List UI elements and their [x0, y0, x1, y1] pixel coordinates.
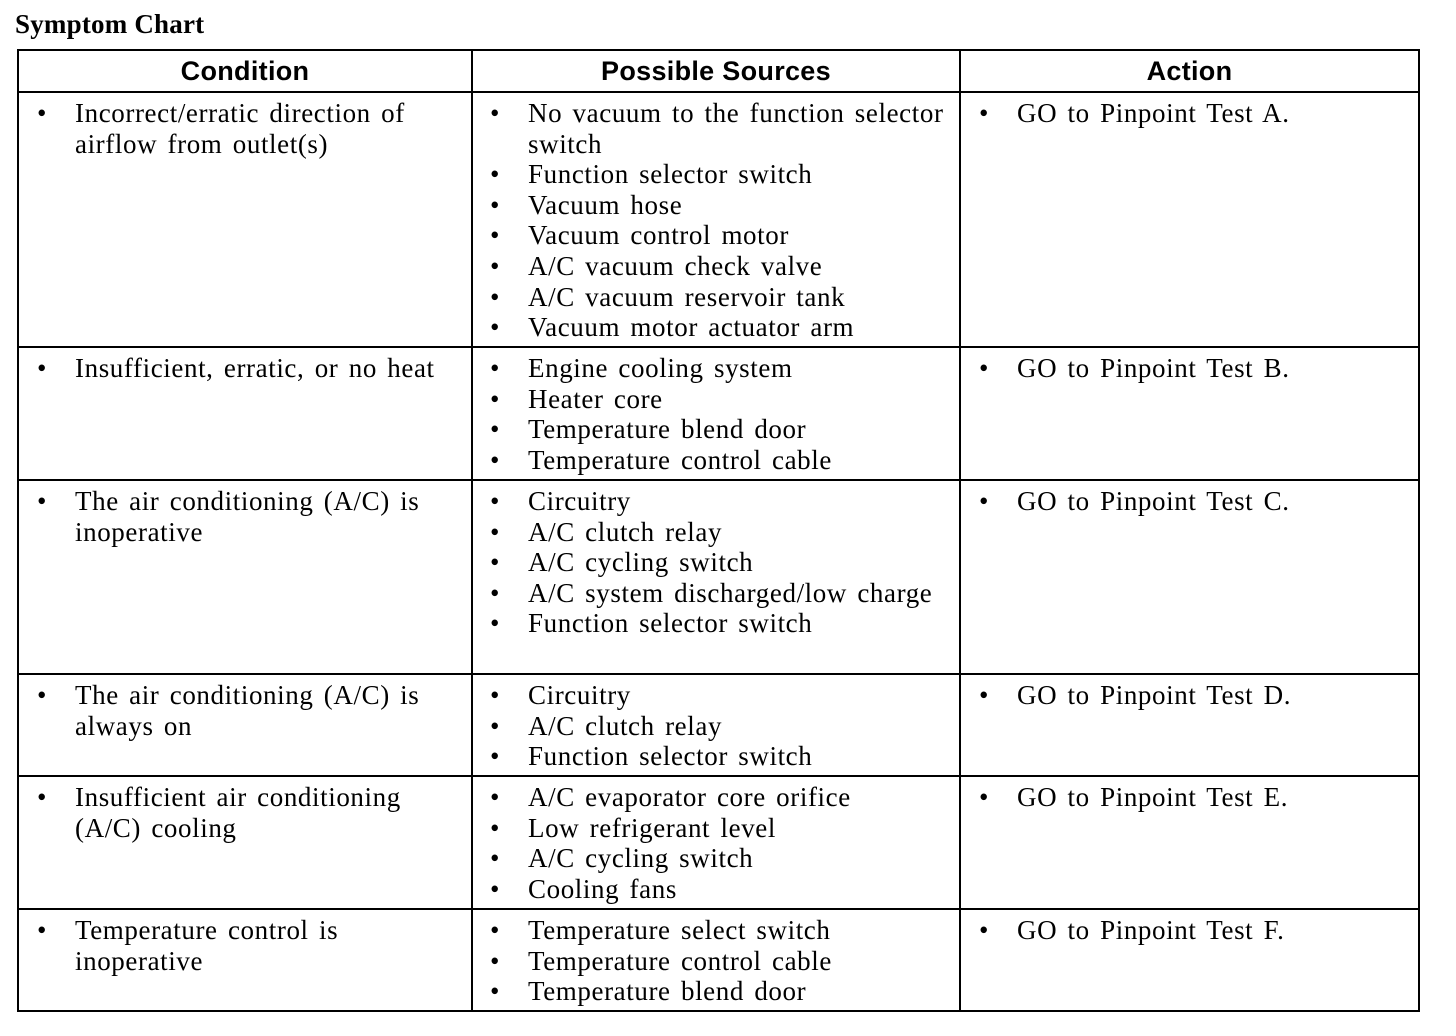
- bullet-icon: •: [490, 220, 501, 251]
- bullet-icon: •: [979, 98, 990, 128]
- action-text: GO to Pinpoint Test D.: [1017, 680, 1292, 710]
- condition-cell: [18, 674, 472, 776]
- possible-sources-header: Possible Sources: [472, 50, 960, 92]
- bullet-icon: •: [490, 812, 501, 843]
- bullet-icon: •: [37, 782, 48, 812]
- action-header: Action: [960, 50, 1419, 92]
- bullet-icon: •: [37, 680, 48, 710]
- bullet-icon: •: [490, 915, 501, 945]
- source-item: [481, 98, 951, 159]
- source-text: Function selector switch: [528, 159, 813, 190]
- condition-item: [27, 486, 463, 547]
- bullet-icon: •: [490, 516, 501, 547]
- source-text: Temperature control cable: [528, 444, 832, 475]
- bullet-icon: •: [979, 680, 990, 710]
- source-text: Temperature blend door: [528, 414, 807, 445]
- source-text: A/C vacuum reservoir tank: [528, 281, 846, 312]
- table-row: [18, 776, 1419, 909]
- source-item: [481, 486, 951, 517]
- source-text: Function selector switch: [528, 608, 813, 639]
- bullet-icon: •: [490, 189, 501, 220]
- action-item: [969, 782, 1410, 813]
- source-text: Circuitry: [528, 486, 631, 516]
- action-cell: [960, 92, 1419, 347]
- source-item: [481, 946, 951, 977]
- bullet-icon: •: [490, 383, 501, 414]
- condition-item: [27, 782, 463, 843]
- bullet-icon: •: [490, 159, 501, 190]
- bullet-icon: •: [490, 98, 501, 128]
- symptom-table: [17, 49, 1420, 1012]
- bullet-icon: •: [490, 782, 501, 812]
- header-row: [18, 50, 1419, 92]
- source-item: [481, 680, 951, 711]
- condition-header: Condition: [18, 50, 472, 92]
- condition-cell: [18, 909, 472, 1011]
- table-row: [18, 674, 1419, 776]
- action-cell: [960, 909, 1419, 1011]
- condition-item: [27, 915, 463, 976]
- source-item: [481, 976, 951, 1007]
- bullet-icon: •: [37, 915, 48, 945]
- bullet-icon: •: [490, 353, 501, 383]
- action-item: [969, 915, 1410, 946]
- condition-item: [27, 680, 463, 741]
- condition-cell: [18, 480, 472, 674]
- sources-cell: [472, 674, 960, 776]
- bullet-icon: •: [490, 680, 501, 710]
- source-item: [481, 843, 951, 874]
- bullet-icon: •: [490, 414, 501, 445]
- bullet-icon: •: [490, 873, 501, 904]
- condition-cell: [18, 776, 472, 909]
- page-title: Symptom Chart: [15, 9, 205, 39]
- source-text: A/C system discharged/low charge: [528, 577, 933, 608]
- action-cell: [960, 480, 1419, 674]
- action-item: [969, 486, 1410, 517]
- source-text: A/C evaporator core orifice: [528, 782, 851, 812]
- source-item: [481, 578, 951, 609]
- bullet-icon: •: [490, 547, 501, 578]
- source-text: A/C clutch relay: [528, 710, 723, 741]
- bullet-icon: •: [490, 486, 501, 516]
- source-item: [481, 547, 951, 578]
- source-text: Engine cooling system: [528, 353, 793, 383]
- source-item: [481, 874, 951, 905]
- bullet-icon: •: [490, 710, 501, 741]
- bullet-icon: •: [979, 486, 990, 516]
- source-item: [481, 251, 951, 282]
- bullet-icon: •: [490, 250, 501, 281]
- action-cell: [960, 776, 1419, 909]
- action-text: GO to Pinpoint Test F.: [1017, 915, 1285, 945]
- action-cell: [960, 347, 1419, 480]
- sources-cell: [472, 480, 960, 674]
- condition-text: Incorrect/erratic direction of airflow from outlet(s): [75, 98, 405, 159]
- sources-cell: [472, 909, 960, 1011]
- source-text: Temperature select switch: [528, 915, 831, 945]
- source-text: Temperature blend door: [528, 976, 807, 1007]
- source-text: Vacuum control motor: [528, 220, 789, 251]
- source-item: [481, 711, 951, 742]
- source-item: [481, 608, 951, 639]
- condition-item: [27, 98, 463, 159]
- source-text: Vacuum hose: [528, 189, 683, 220]
- bullet-icon: •: [490, 976, 501, 1007]
- bullet-icon: •: [490, 608, 501, 639]
- table-row: [18, 92, 1419, 347]
- source-item: [481, 445, 951, 476]
- condition-text: Insufficient, erratic, or no heat: [75, 353, 435, 383]
- source-text: Cooling fans: [528, 873, 677, 904]
- source-text: Low refrigerant level: [528, 812, 776, 843]
- source-text: No vacuum to the function selector switch: [528, 98, 944, 159]
- sources-cell: [472, 347, 960, 480]
- condition-cell: [18, 347, 472, 480]
- source-item: [481, 782, 951, 813]
- bullet-icon: •: [37, 486, 48, 516]
- table-row: [18, 480, 1419, 674]
- source-item: [481, 741, 951, 772]
- bullet-icon: •: [490, 843, 501, 874]
- source-item: [481, 813, 951, 844]
- condition-cell: [18, 92, 472, 347]
- action-text: GO to Pinpoint Test C.: [1017, 486, 1290, 516]
- source-text: Heater core: [528, 383, 663, 414]
- action-item: [969, 353, 1410, 384]
- source-text: Function selector switch: [528, 741, 813, 772]
- condition-text: Insufficient air conditioning (A/C) cooling: [75, 782, 401, 843]
- source-text: A/C cycling switch: [528, 843, 754, 874]
- bullet-icon: •: [490, 444, 501, 475]
- action-item: [969, 98, 1410, 129]
- source-item: [481, 190, 951, 221]
- bullet-icon: •: [490, 312, 501, 343]
- bullet-icon: •: [37, 353, 48, 383]
- bullet-icon: •: [490, 741, 501, 772]
- source-text: A/C vacuum check valve: [528, 250, 823, 281]
- table-row: [18, 909, 1419, 1011]
- action-cell: [960, 674, 1419, 776]
- action-text: GO to Pinpoint Test A.: [1017, 98, 1290, 128]
- action-text: GO to Pinpoint Test E.: [1017, 782, 1289, 812]
- condition-text: The air conditioning (A/C) is always on: [75, 680, 420, 741]
- bullet-icon: •: [979, 915, 990, 945]
- source-item: [481, 517, 951, 548]
- bullet-icon: •: [490, 577, 501, 608]
- source-item: [481, 353, 951, 384]
- source-text: A/C cycling switch: [528, 547, 754, 578]
- action-item: [969, 680, 1410, 711]
- bullet-icon: •: [979, 353, 990, 383]
- bullet-icon: •: [37, 98, 48, 128]
- sources-cell: [472, 776, 960, 909]
- source-item: [481, 220, 951, 251]
- sources-cell: [472, 92, 960, 347]
- source-item: [481, 312, 951, 343]
- bullet-icon: •: [490, 945, 501, 976]
- source-item: [481, 282, 951, 313]
- source-item: [481, 414, 951, 445]
- source-text: Circuitry: [528, 680, 631, 710]
- condition-item: [27, 353, 463, 384]
- table-row: [18, 347, 1419, 480]
- source-item: [481, 915, 951, 946]
- source-item: [481, 384, 951, 415]
- source-item: [481, 159, 951, 190]
- bullet-icon: •: [490, 281, 501, 312]
- source-text: A/C clutch relay: [528, 516, 723, 547]
- source-text: Vacuum motor actuator arm: [528, 312, 855, 343]
- condition-text: Temperature control is inoperative: [75, 915, 339, 976]
- bullet-icon: •: [979, 782, 990, 812]
- action-text: GO to Pinpoint Test B.: [1017, 353, 1290, 383]
- source-text: Temperature control cable: [528, 945, 832, 976]
- condition-text: The air conditioning (A/C) is inoperative: [75, 486, 420, 547]
